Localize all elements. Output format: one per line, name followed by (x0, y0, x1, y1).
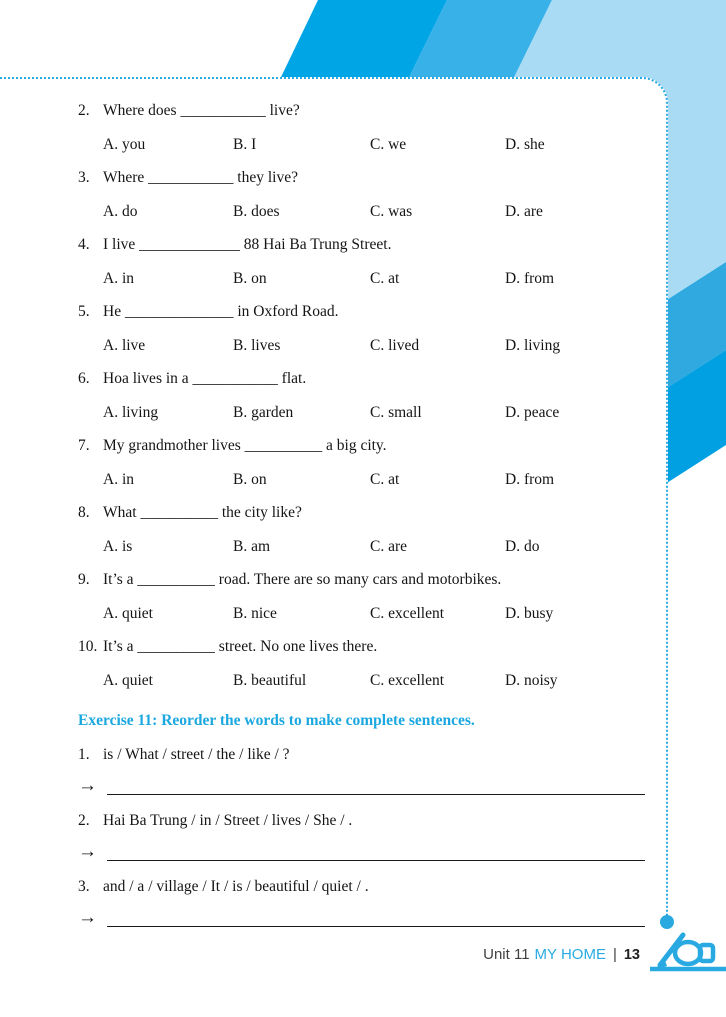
question-2 (78, 101, 645, 155)
option-d: D. are (505, 202, 543, 220)
option-a: A. do (103, 202, 138, 220)
question-text: It’s a __________ road. There are so many cars and motorbikes. (103, 571, 502, 588)
exercise-content (0, 77, 668, 930)
question-number: 9. (78, 571, 90, 588)
option-a: A. is (103, 537, 133, 555)
item-text: and / a / village / It / is / beautiful / quiet / . (103, 877, 369, 895)
option-b: B. lives (233, 336, 281, 354)
arrow-icon: → (78, 774, 97, 796)
answer-blank-line (107, 774, 645, 795)
question-number: 5. (78, 303, 90, 320)
option-b: B. on (233, 470, 267, 488)
options-row (103, 336, 645, 356)
options-row (103, 537, 645, 557)
arrow-icon: → (78, 840, 97, 862)
question-text: Where does ___________ live? (103, 102, 300, 119)
option-d: D. noisy (505, 671, 558, 689)
options-row (103, 135, 645, 155)
options-row (103, 269, 645, 289)
answer-row (78, 840, 645, 864)
question-text: What __________ the city like? (103, 504, 302, 521)
option-c: C. at (370, 269, 400, 287)
answer-row (78, 774, 645, 798)
option-d: D. do (505, 537, 540, 555)
answer-blank-line (107, 840, 645, 861)
question-number: 2. (78, 102, 90, 119)
question-text: My grandmother lives __________ a big city. (103, 437, 387, 454)
option-d: D. from (505, 470, 555, 488)
reorder-item-1 (78, 745, 645, 798)
option-d: D. busy (505, 604, 554, 622)
option-c: C. was (370, 202, 413, 220)
option-d: D. peace (505, 403, 560, 421)
options-row (103, 671, 645, 691)
question-text: Where ___________ they live? (103, 169, 298, 186)
question-7 (78, 436, 645, 490)
option-b: B. does (233, 202, 280, 220)
question-8 (78, 503, 645, 557)
option-c: C. are (370, 537, 408, 555)
option-a: A. in (103, 470, 134, 488)
question-number: 7. (78, 437, 90, 454)
options-row (103, 403, 645, 423)
options-row (103, 470, 645, 490)
option-b: B. I (233, 135, 257, 153)
option-c: C. excellent (370, 604, 445, 622)
option-a: A. quiet (103, 671, 153, 689)
option-b: B. beautiful (233, 671, 307, 689)
option-b: B. am (233, 537, 271, 555)
option-b: B. garden (233, 403, 294, 421)
item-number: 2. (78, 811, 90, 829)
option-b: B. on (233, 269, 267, 287)
question-number: 8. (78, 504, 90, 521)
item-number: 3. (78, 877, 90, 895)
question-4 (78, 235, 645, 289)
footer-unit-label: Unit 11 (483, 946, 530, 963)
question-number: 10. (78, 638, 98, 655)
question-5 (78, 302, 645, 356)
answer-row (78, 906, 645, 930)
option-c: C. lived (370, 336, 420, 354)
option-a: A. in (103, 269, 134, 287)
option-c: C. we (370, 135, 407, 153)
question-text: It’s a __________ street. No one lives there. (103, 638, 378, 655)
option-d: D. from (505, 269, 555, 287)
question-10 (78, 637, 645, 691)
question-number: 3. (78, 169, 90, 186)
question-text: Hoa lives in a ___________ flat. (103, 370, 307, 387)
reorder-item-3 (78, 877, 645, 930)
writing-hand-icon (648, 926, 726, 972)
answer-blank-line (107, 906, 645, 927)
option-a: A. quiet (103, 604, 153, 622)
arrow-icon: → (78, 906, 97, 928)
option-a: A. you (103, 135, 146, 153)
question-3 (78, 168, 645, 222)
option-c: C. small (370, 403, 422, 421)
option-b: B. nice (233, 604, 277, 622)
option-a: A. live (103, 336, 146, 354)
option-c: C. at (370, 470, 400, 488)
exercise-11-heading: Exercise 11: Reorder the words to make complete sentences. (78, 711, 475, 729)
option-d: D. she (505, 135, 545, 153)
question-number: 4. (78, 236, 90, 253)
footer-page-number: 13 (623, 947, 640, 963)
footer-separator: | (612, 946, 617, 963)
item-text: Hai Ba Trung / in / Street / lives / She / . (103, 811, 353, 829)
page-footer (483, 946, 640, 963)
question-text: I live _____________ 88 Hai Ba Trung Street. (103, 236, 392, 253)
option-c: C. excellent (370, 671, 445, 689)
reorder-item-2 (78, 811, 645, 864)
question-number: 6. (78, 370, 90, 387)
item-text: is / What / street / the / like / ? (103, 745, 290, 763)
footer-book-title: MY HOME (534, 946, 606, 963)
item-number: 1. (78, 745, 90, 763)
question-9 (78, 570, 645, 624)
option-a: A. living (103, 403, 159, 421)
option-d: D. living (505, 336, 561, 354)
question-text: He ______________ in Oxford Road. (103, 303, 339, 320)
question-6 (78, 369, 645, 423)
options-row (103, 202, 645, 222)
options-row (103, 604, 645, 624)
